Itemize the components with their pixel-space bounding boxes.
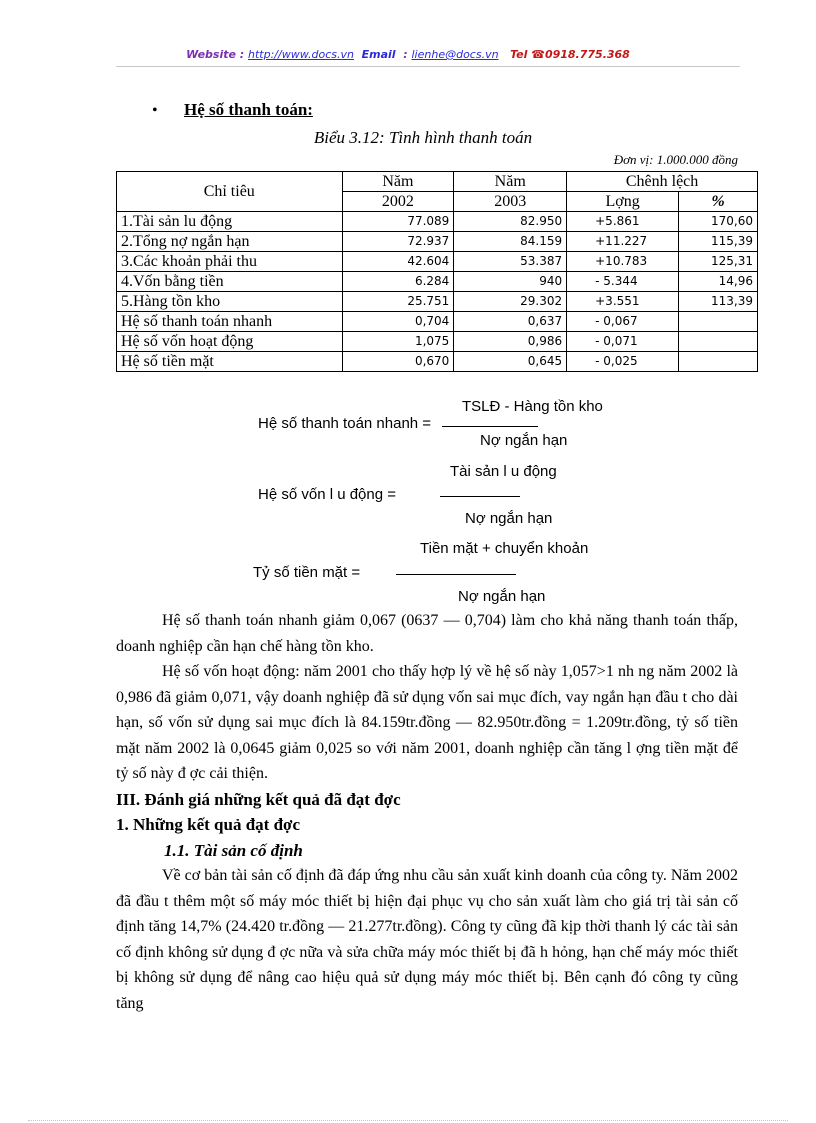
- table-caption: Biểu 3.12: Tình hình thanh toán: [313, 128, 533, 147]
- cell-value: 0,986: [454, 332, 567, 352]
- heading-results: 1. Những kết quả đạt đợc: [116, 815, 300, 834]
- header-year1: Năm: [342, 172, 454, 192]
- header-criteria: Chỉ tiêu: [117, 172, 343, 212]
- table-row: [117, 312, 758, 332]
- row-label: Hệ số tiền mặt: [117, 352, 343, 372]
- header-divider: [116, 66, 740, 67]
- cell-value: 29.302: [454, 292, 567, 312]
- table-row: [117, 332, 758, 352]
- formula3-denominator: Nợ ngắn hạn: [458, 588, 546, 605]
- formula1-denominator: Nợ ngắn hạn: [480, 432, 568, 449]
- cell-value: 0,670: [342, 352, 454, 372]
- section-title: Hệ số thanh toán:: [184, 100, 313, 119]
- bullet-icon: •: [152, 102, 158, 119]
- cell-value: - 0,025: [567, 352, 679, 372]
- row-label: 5.Hàng tồn kho: [117, 292, 343, 312]
- cell-value: 0,704: [342, 312, 454, 332]
- table-row: [117, 212, 758, 232]
- phone-icon: ☎: [531, 48, 545, 61]
- footer-divider: [28, 1120, 788, 1121]
- header-year2-value: 2003: [454, 192, 567, 212]
- email-label: Email: [361, 48, 396, 61]
- header-diff: Chênh lệch: [567, 172, 758, 192]
- table-row: [117, 252, 758, 272]
- email-link[interactable]: lienhe@docs.vn: [411, 48, 499, 61]
- formula1-fraction-bar: [442, 426, 538, 427]
- header-amount: Lợng: [567, 192, 679, 212]
- cell-value: 82.950: [454, 212, 567, 232]
- cell-value: 25.751: [342, 292, 454, 312]
- cell-value: 0,637: [454, 312, 567, 332]
- tel-value: 0918.775.368: [544, 48, 630, 61]
- website-link[interactable]: http://www.docs.vn: [248, 48, 354, 61]
- formula2-lhs: Hệ số vốn l u động =: [258, 486, 397, 503]
- paragraph-working-capital: Hệ số vốn hoạt động: năm 2001 cho thấy hợp lý về hệ số này 1,057>1 nh ng năm 2002 là 0,986 đã giảm 0,071, vậy doanh nghiệp đã sử dụng vốn sai mục đích, vay ngắn hạn đầu t cho dài hạn, số vốn sử dụng sai mục đích là 84.159tr.đồng — 82.950tr.đồng = 1.209tr.đồng, tỷ số tiền mặt năm 2002 là 0,0645 giảm 0,025 so với năm 2001, doanh nghiệp cần tăng l ợng tiền mặt để tỷ số này đ ợc cải thiện.: [116, 663, 738, 782]
- website-label: Website: [186, 48, 236, 61]
- cell-value: [679, 332, 758, 352]
- cell-value: [679, 312, 758, 332]
- cell-value: 77.089: [342, 212, 454, 232]
- cell-value: 53.387: [454, 252, 567, 272]
- body-content: [116, 608, 738, 1016]
- cell-value: 0,645: [454, 352, 567, 372]
- page-header: [0, 48, 816, 61]
- formula2-fraction-bar: [440, 496, 520, 497]
- heading-evaluation: III. Đánh giá những kết quả đã đạt đợc: [116, 789, 401, 809]
- table-row: [117, 292, 758, 312]
- cell-value: 125,31: [679, 252, 758, 272]
- website-colon: :: [235, 48, 249, 61]
- paragraph-quick-ratio: Hệ số thanh toán nhanh giảm 0,067 (0637 — 0,704) làm cho khả năng thanh toán thấp, doanh nghiệp cần hạn chế hàng tồn kho.: [116, 612, 738, 655]
- cell-value: +3.551: [567, 292, 679, 312]
- table-row: [117, 232, 758, 252]
- cell-value: +11.227: [567, 232, 679, 252]
- header-percent: %: [679, 192, 758, 212]
- cell-value: - 0,071: [567, 332, 679, 352]
- formula3-fraction-bar: [396, 574, 516, 575]
- table-row: [117, 352, 758, 372]
- row-label: 1.Tài sản lu động: [117, 212, 343, 232]
- cell-value: 113,39: [679, 292, 758, 312]
- row-label: 4.Vốn bằng tiền: [117, 272, 343, 292]
- row-label: 3.Các khoản phải thu: [117, 252, 343, 272]
- cell-value: 170,60: [679, 212, 758, 232]
- row-label: Hệ số thanh toán nhanh: [117, 312, 343, 332]
- cell-value: 14,96: [679, 272, 758, 292]
- formula3-numerator: Tiền mặt + chuyển khoản: [420, 540, 589, 557]
- formula2-denominator: Nợ ngắn hạn: [465, 510, 553, 527]
- unit-note: Đơn vị: 1.000.000 đồng: [613, 152, 738, 167]
- paragraph-fixed-assets: Về cơ bản tài sản cố định đã đáp ứng nhu cầu sản xuất kinh doanh của công ty. Năm 2002 đã đầu t thêm một số máy móc thiết bị hiện đại phục vụ cho sản xuất làm cho giá trị tài sản cố định tăng 14,7% (24.420 tr.đồng — 21.277tr.đồng). Công ty cũng đã kịp thời thanh lý các tài sản cố định không sử dụng đ ợc nữa và sửa chữa máy móc thiết bị đã h hỏng, hạn chế máy móc thiết bị không sử dụng để nâng cao hiệu quả sử dụng máy móc thiết bị. Bên cạnh đó công ty cũng tăng: [116, 867, 738, 1012]
- row-label: 2.Tổng nợ ngắn hạn: [117, 232, 343, 252]
- table-row: [117, 272, 758, 292]
- formula1-lhs: Hệ số thanh toán nhanh =: [258, 415, 432, 432]
- cell-value: - 5.344: [567, 272, 679, 292]
- cell-value: 115,39: [679, 232, 758, 252]
- heading-fixed-assets: 1.1. Tài sản cố định: [164, 840, 303, 860]
- formula2-numerator: Tài sản l u động: [450, 463, 557, 480]
- cell-value: 42.604: [342, 252, 454, 272]
- cell-value: [679, 352, 758, 372]
- header-year2: Năm: [454, 172, 567, 192]
- payment-table: [116, 171, 758, 372]
- cell-value: 6.284: [342, 272, 454, 292]
- email-colon: :: [399, 48, 412, 61]
- cell-value: 72.937: [342, 232, 454, 252]
- cell-value: 1,075: [342, 332, 454, 352]
- cell-value: +10.783: [567, 252, 679, 272]
- cell-value: +5.861: [567, 212, 679, 232]
- cell-value: 84.159: [454, 232, 567, 252]
- row-label: Hệ số vốn hoạt động: [117, 332, 343, 352]
- cell-value: - 0,067: [567, 312, 679, 332]
- header-year1-value: 2002: [342, 192, 454, 212]
- formula1-numerator: TSLĐ - Hàng tồn kho: [462, 398, 603, 415]
- cell-value: 940: [454, 272, 567, 292]
- formula3-lhs: Tỷ số tiền mặt =: [253, 564, 361, 581]
- tel-label: Tel: [510, 48, 528, 61]
